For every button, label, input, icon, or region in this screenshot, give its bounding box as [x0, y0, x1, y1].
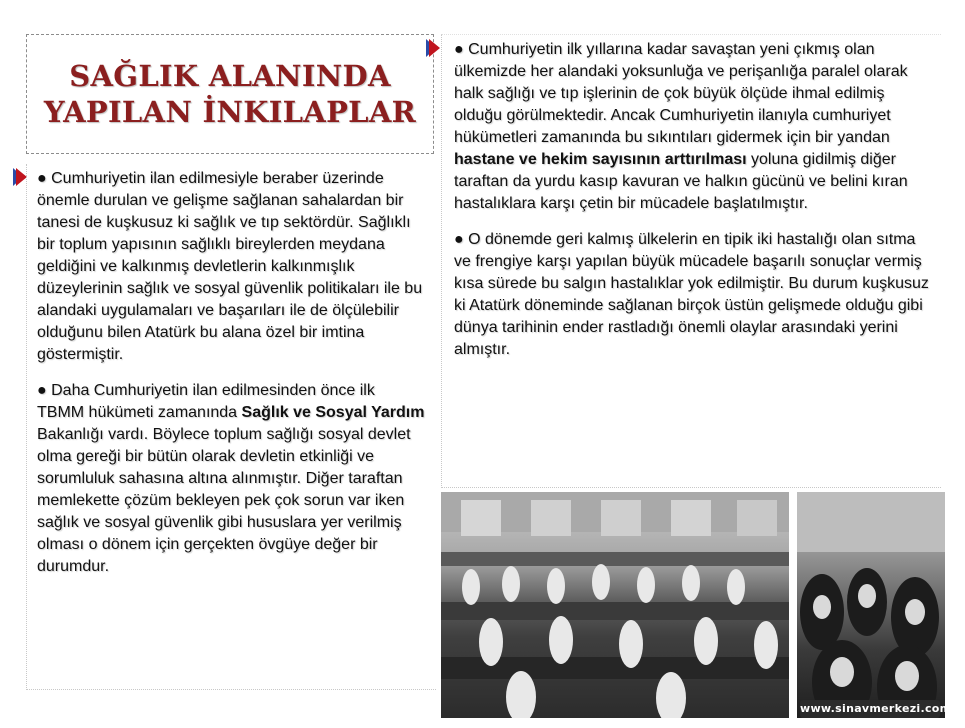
right-paragraph-2-text: ● O dönemde geri kalmış ülkelerin en tipik iki hastalığı olan sıtma ve frengiye karşı yapılan büyük mücadele başarılı sonuçlar vermiş kısa sürede bu salgın hastalıklar yok edilmiştir. Bu durum kuşkusuz ki Atatürk döneminde sağlanan birçok üstün gelişmede olduğu gibi dünya tarihinin ender rastladığı önemli olaylar arasındaki yerini almıştır. — [454, 231, 929, 358]
right-paragraph-1-text-a: ● Cumhuriyetin ilk yıllarına kadar savaştan yeni çıkmış olan ülkemizde her alandaki yoksunluğa ve perişanlığa paralel olarak halk sağlığı ve tıp işlerinin de çok büyük ölçüde ihmal edilmiş olduğu görülmektedir. Ancak Cumhuriyetin ilanıyla cumhuriyet hükümetleri zamanında bu sıkıntıları gidermek için bir yandan — [454, 41, 908, 146]
left-paragraph-2-text-c: Bakanlığı vardı. Böylece toplum sağlığı sosyal devlet olma gereği bir bütün olarak devletin etkinliği ve sorumluluk sahasına altına alınmıştır. Diğer taraftan memlekette çözüm bekleyen pek çok sorun var iken sağlık ve sosyal güvenlik gibi hususlara yer verilmiş olması o dönem için gerçekten övgüye değer bir durumdur. — [37, 426, 411, 575]
arrow-marker-icon — [425, 38, 441, 58]
page-title-line-2: YAPILAN İNKILAPLAR — [43, 95, 417, 129]
left-paragraph-1 — [37, 168, 426, 366]
title-box — [26, 34, 434, 154]
photo-illustration — [797, 492, 945, 718]
left-paragraph-1-text: ● Cumhuriyetin ilan edilmesiyle beraber üzerinde önemle durulan ve gelişme sağlanan sahalardan bir tanesi de kuşkusuz ki sağlık ve tıp sektördür. Sağlıklı bir toplum yapısının sağlıklı bireylerden meydana geldiğini ve kalkınmış devletlerin kalkınmışlık düzeylerinin sağlık ve sosyal güvenlik politikaları ile bu alandaki uygulamaları ve başarıları ile de ölçülebilir olduğunu bilen Atatürk bu alana özel bir imtina göstermiştir. — [37, 170, 423, 363]
right-text-box — [441, 34, 941, 488]
left-paragraph-2-bold: Sağlık ve Sosyal Yardım — [241, 404, 425, 421]
left-paragraph-2-text-a: ● Daha Cumhuriyetin ilan edilmesinden önce ilk TBMM hükümeti zamanında — [37, 382, 375, 421]
left-paragraph-2 — [37, 380, 426, 578]
photo-illustration — [441, 492, 789, 718]
left-text-box — [26, 164, 436, 690]
right-paragraph-1 — [454, 39, 933, 215]
right-paragraph-2 — [454, 229, 933, 361]
right-paragraph-1-text-c: yoluna gidilmiş diğer taraftan da yurdu kasıp kavuran ve halkın gücünü ve belini kıran hastalıklara karşı çetin bir mücadele başlatılmıştır. — [454, 151, 908, 212]
page-title-line-1: SAĞLIK ALANINDA — [69, 59, 391, 93]
historical-photo-women — [797, 492, 945, 718]
watermark-logo: www.sinavmerkezi.com — [800, 700, 940, 718]
right-paragraph-1-bold: hastane ve hekim sayısının arttırılması — [454, 151, 747, 168]
historical-photo-hospital-workers — [441, 492, 789, 718]
